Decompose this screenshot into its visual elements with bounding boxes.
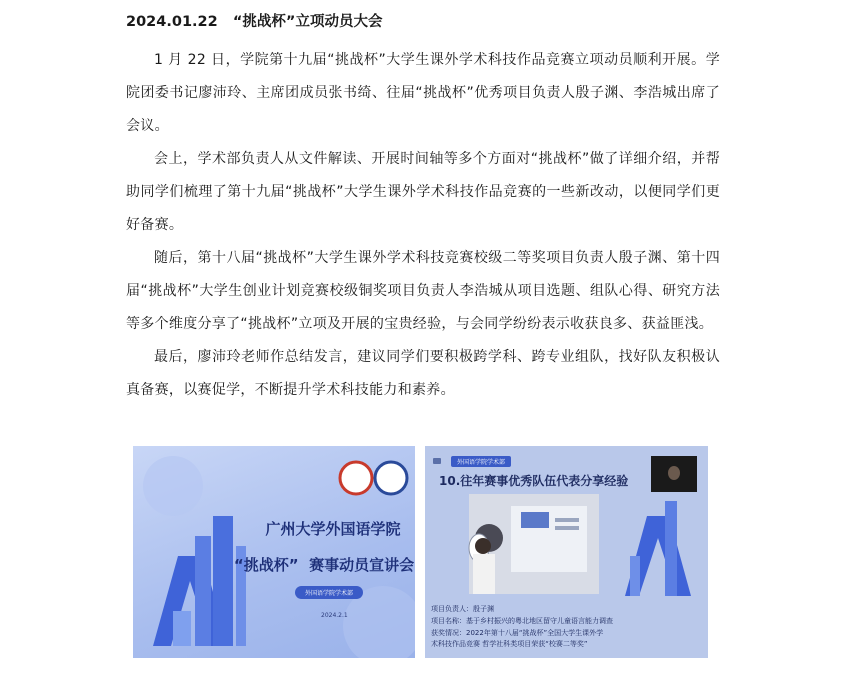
photo-slide-title bbox=[133, 446, 415, 658]
webcam-face bbox=[668, 466, 680, 480]
photo-row bbox=[133, 446, 708, 658]
speaker-head bbox=[475, 538, 491, 554]
slide-pill: 外国语学院学术部 bbox=[295, 586, 363, 599]
slide-award-2: 术科技作品竞赛 哲学社科类项目荣获“校赛二等奖” bbox=[431, 640, 588, 648]
slide-project-name: 项目名称：基于乡村振兴的粤北地区留守儿童语言能力调查 bbox=[431, 617, 613, 625]
paragraph-2: 会上，学术部负责人从文件解读、开展时间轴等多个方面对“挑战杯”做了详细介绍，并帮助同学们梳理了第十九届“挑战杯”大学生课外学术科技作品竞赛的一些新改动，以便同学们更好备赛。 bbox=[126, 151, 720, 233]
paragraph-4: 最后，廖沛玲老师作总结发言，建议同学们要积极跨学科、跨专业组队，找好队友积极认真备赛，以赛促学，不断提升学术科技能力和素养。 bbox=[126, 349, 720, 398]
slide-date: 2024.2.1 bbox=[321, 612, 348, 619]
article-heading: “挑战杯”立项动员大会 bbox=[232, 14, 383, 30]
photo-projector bbox=[425, 446, 708, 658]
article bbox=[126, 12, 720, 407]
college-logo-icon bbox=[375, 462, 407, 494]
paragraph-1: 1 月 22 日，学院第十九届“挑战杯”大学生课外学术科技作品竞赛立项动员顺利开展。学院团委书记廖沛玲、主席团成员张书绮、往届“挑战杯”优秀项目负责人殷子渊、李浩城出席了会议。 bbox=[126, 52, 720, 134]
slide-heading: 10.往年赛事优秀队伍代表分享经验 bbox=[439, 474, 629, 488]
slide-leader: 项目负责人：殷子渊 bbox=[431, 605, 494, 613]
slide-award-1: 获奖情况：2022年第十八届“挑战杯”全国大学生课外学 bbox=[431, 629, 604, 637]
article-date: 2024.01.22 bbox=[126, 14, 218, 30]
speaker-body bbox=[473, 554, 495, 594]
paragraph-3: 随后，第十八届“挑战杯”大学生课外学术科技竞赛校级二等奖项目负责人殷子渊、第十四届“挑战杯”大学生创业计划竞赛校级铜奖项目负责人李浩城从项目选题、组队心得、研究方法等多个维度分享了“挑战杯”立项及开展的宝贵经验，与会同学纷纷表示收获良多、获益匪浅。 bbox=[126, 250, 720, 332]
school-logo-icon bbox=[340, 462, 372, 494]
slide-subtitle: “挑战杯” 赛事动员宣讲会 bbox=[233, 556, 415, 574]
webcam-thumbnail bbox=[651, 456, 697, 492]
slide-title: 广州大学外国语学院 bbox=[265, 520, 401, 538]
article-title bbox=[126, 12, 720, 32]
slide-tag: 外国语学院学术部 bbox=[451, 456, 511, 467]
slide-illustration bbox=[133, 446, 415, 658]
